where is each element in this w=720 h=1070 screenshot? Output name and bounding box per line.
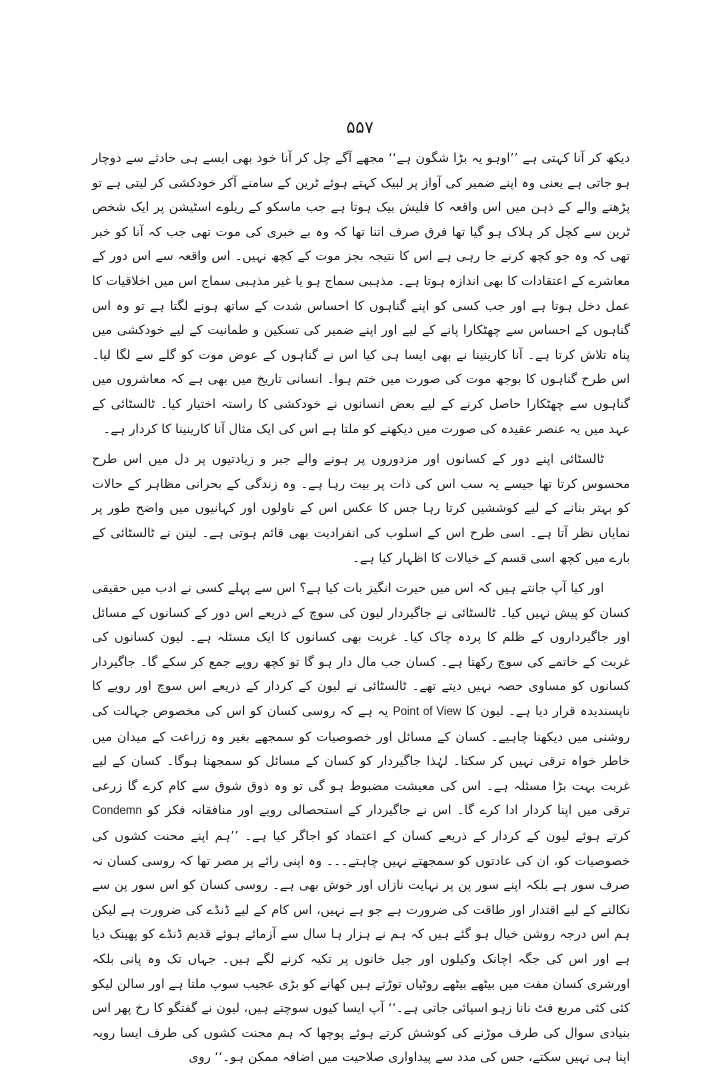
latin-term-condemn: Condemn [92, 805, 142, 818]
paragraph-3-part-1: اور کیا آپ جانتے ہیں کہ اس میں حیرت انگیز بات کیا ہے؟ اس سے پہلے کسی نے ادب میں حقیقی کسان کو پیش نہیں کیا۔ ٹالسٹائی نے جاگیردار لیون کی سوچ کے ذریعے اس دور کے کسانوں کے مسائل اور جاگیرداروں کے ظلم کا پردہ چاک کیا۔ غربت بھی کسانوں کا ایک مسئلہ ہے۔ لیون کسانوں کی غربت کے خاتمے کی سوچ رکھتا ہے۔ کسان جب مال دار ہو گا تو کچھ روپے جمع کر سکے گا۔ جاگیردار کسانوں کو مساوی حصہ نہیں دیتے تھے۔ ٹالسٹائی نے لیون کے کردار کے ذریعے اس سوچ اور رویے کا ناپسندیدہ قرار دیا ہے۔ لیون کا [92, 580, 630, 719]
page-number: ۵۵۷ [346, 118, 374, 138]
paragraph-3 [92, 576, 630, 1070]
latin-term-point-of-view: Point of View [392, 706, 462, 719]
paragraph-3-part-3: کرتے ہوئے لیون کے کردار کے ذریعے کسان کے اعتماد کو اجاگر کیا ہے۔ ’’ہم اپنے محنت کشوں کی خصوصیات کو، ان کی عادتوں کو سمجھتے نہیں چاہتے۔۔۔ وہ اپنی رائے پر مصر تھا کہ روسی کسان نہ صرف سور ہے بلکہ اپنے سور پن پر نہایت نازاں اور خوش بھی ہے۔ روسی کسان کو اس سور پن سے نکالنے کے لیے اقتدار اور طاقت کی ضرورت ہے جو ہے نہیں، اس کام کے لیے ڈنڈے کی ضرورت ہے لیکن ہم اس درجہ روشن خیال ہو گئے ہیں کہ ہم نے ہزار ہا سال سے آزمائے ہوئے قدیم ڈنڈے کو پھینک دیا ہے اور اس کی جگہ اچانک وکیلوں اور جیل خانوں پر تکیہ کرنے لگے ہیں۔ جہاں تک وہ پانی بلکہ اورشری کسان مفت میں بیٹھے بیٹھے روٹیاں توڑتے ہیں کھانے کو بڑی عجیب سوپ ملتا ہے اور سالن لیکو کئی کئی مربع فٹ نانا زہو اسپائی جاتی ہے۔‘‘ آپ ایسا کیوں سوچتے ہیں، لیون نے گفتگو کا رخ پھر اس بنیادی سوال کی طرف موڑنے کی کوشش کرتے ہوئے پوچھا کہ ہم محنت کشوں کی طرف ایسا رویہ اپنا ہی نہیں سکتے، جس کی مدد سے پیداواری صلاحیت میں اضافہ ممکن ہو۔‘‘ روی [92, 828, 630, 1065]
paragraph-2: ٹالسٹائی اپنے دور کے کسانوں اور مزدوروں پر ہونے والے جبر و زیادتیوں پر دل میں اس طرح محسوس کرتا تھا جیسے یہ سب اس کی ذات پر بیت رہا ہے۔ وہ زندگی کے بحرانی مظاہر کے حالات کو بہتر بنانے کے لیے کوششیں کرتا رہا جس کا عکس اس کے ناولوں اور کہانیوں میں واضح طور پر نمایاں نظر آتا ہے۔ اسی طرح اس کے اسلوب کی انفرادیت بھی قائم ہوتی ہے۔ لینن نے ٹالسٹائی کے بارے میں کچھ اسی قسم کے خیالات کا اظہار کیا ہے۔ [92, 451, 630, 565]
paragraph-3-part-2: یہ ہے کہ روسی کسان کو اس کی مخصوص جہالت کی روشنی میں دیکھنا چاہیے۔ کسان کے مسائل اور خصوصیات کو سمجھے بغیر وہ زراعت کے میدان میں خاطر خواہ ترقی نہیں کر سکتا۔ لہٰذا جاگیردار کو کسان کے مسائل کو سمجھنا ہوگا۔ کسان کے لیے غربت بہت بڑا مسئلہ ہے۔ اس کی معیشت مضبوط ہو گی تو وہ ذوق شوق سے کام کرے گا زرعی ترقی میں اپنا کردار ادا کرے گا۔ اس نے جاگیردار کے استحصالی رویے اور منافقانہ فکر کو [92, 703, 630, 818]
paragraph-1: دیکھ کر آنا کہتی ہے ’’اوہو یہ بڑا شگون ہے‘‘ مجھے آگے چل کر آنا خود بھی ایسے ہی حادثے سے دوچار ہو جاتی ہے یعنی وہ اپنے ضمیر کی آواز پر لبیک کہتے ہوئے ٹرین کے سامنے آکر خودکشی کر لیتی ہے تو پڑھنے والے کے ذہن میں اس واقعہ کا فلیش بیک ہوتا ہے جب ماسکو کے ریلوے اسٹیشن پر ایک شخص ٹرین سے کچل کر ہلاک ہو گیا تھا فرق صرف اتنا تھا کہ وہ بے خبری کی موت تھی جب کہ آنا کو خبر تھی کہ وہ جو کچھ کرنے جا رہی ہے اس کا نتیجہ بجز موت کے کچھ نہیں۔ اس واقعہ سے اس دور کے معاشرے کے اعتقادات کا بھی اندازہ ہوتا ہے۔ مذہبی سماج ہو یا غیر مذہبی سماج اس میں اخلاقیات کا عمل دخل ہوتا ہے اور جب کسی کو اپنے گناہوں کا احساس شدت کے ساتھ ہونے لگتا ہے تو وہ اس گناہوں کے احساس سے چھٹکارا پانے کے لیے اور اپنے ضمیر کی تسکین و طمانیت کے لیے خودکشی میں پناہ تلاش کرتا ہے۔ آنا کارینینا نے بھی ایسا ہی کیا اس نے گناہوں کے عوض موت کو گلے سے لگا لیا۔ اس طرح گناہوں کا بوجھ موت کی صورت میں ختم ہوا۔ انسانی تاریخ میں بھی ہے کہ معاشروں میں گناہوں سے چھٹکارا حاصل کرنے کے لیے بعض انسانوں نے خودکشی کا راستہ اختیار کیا۔ ٹالسٹائی کے عہد میں یہ عنصر عقیدہ کی صورت میں دیکھنے کو ملتا ہے اس کی ایک مثال آنا کارینینا کا کردار ہے۔ [92, 150, 630, 436]
page-body [92, 146, 630, 1070]
